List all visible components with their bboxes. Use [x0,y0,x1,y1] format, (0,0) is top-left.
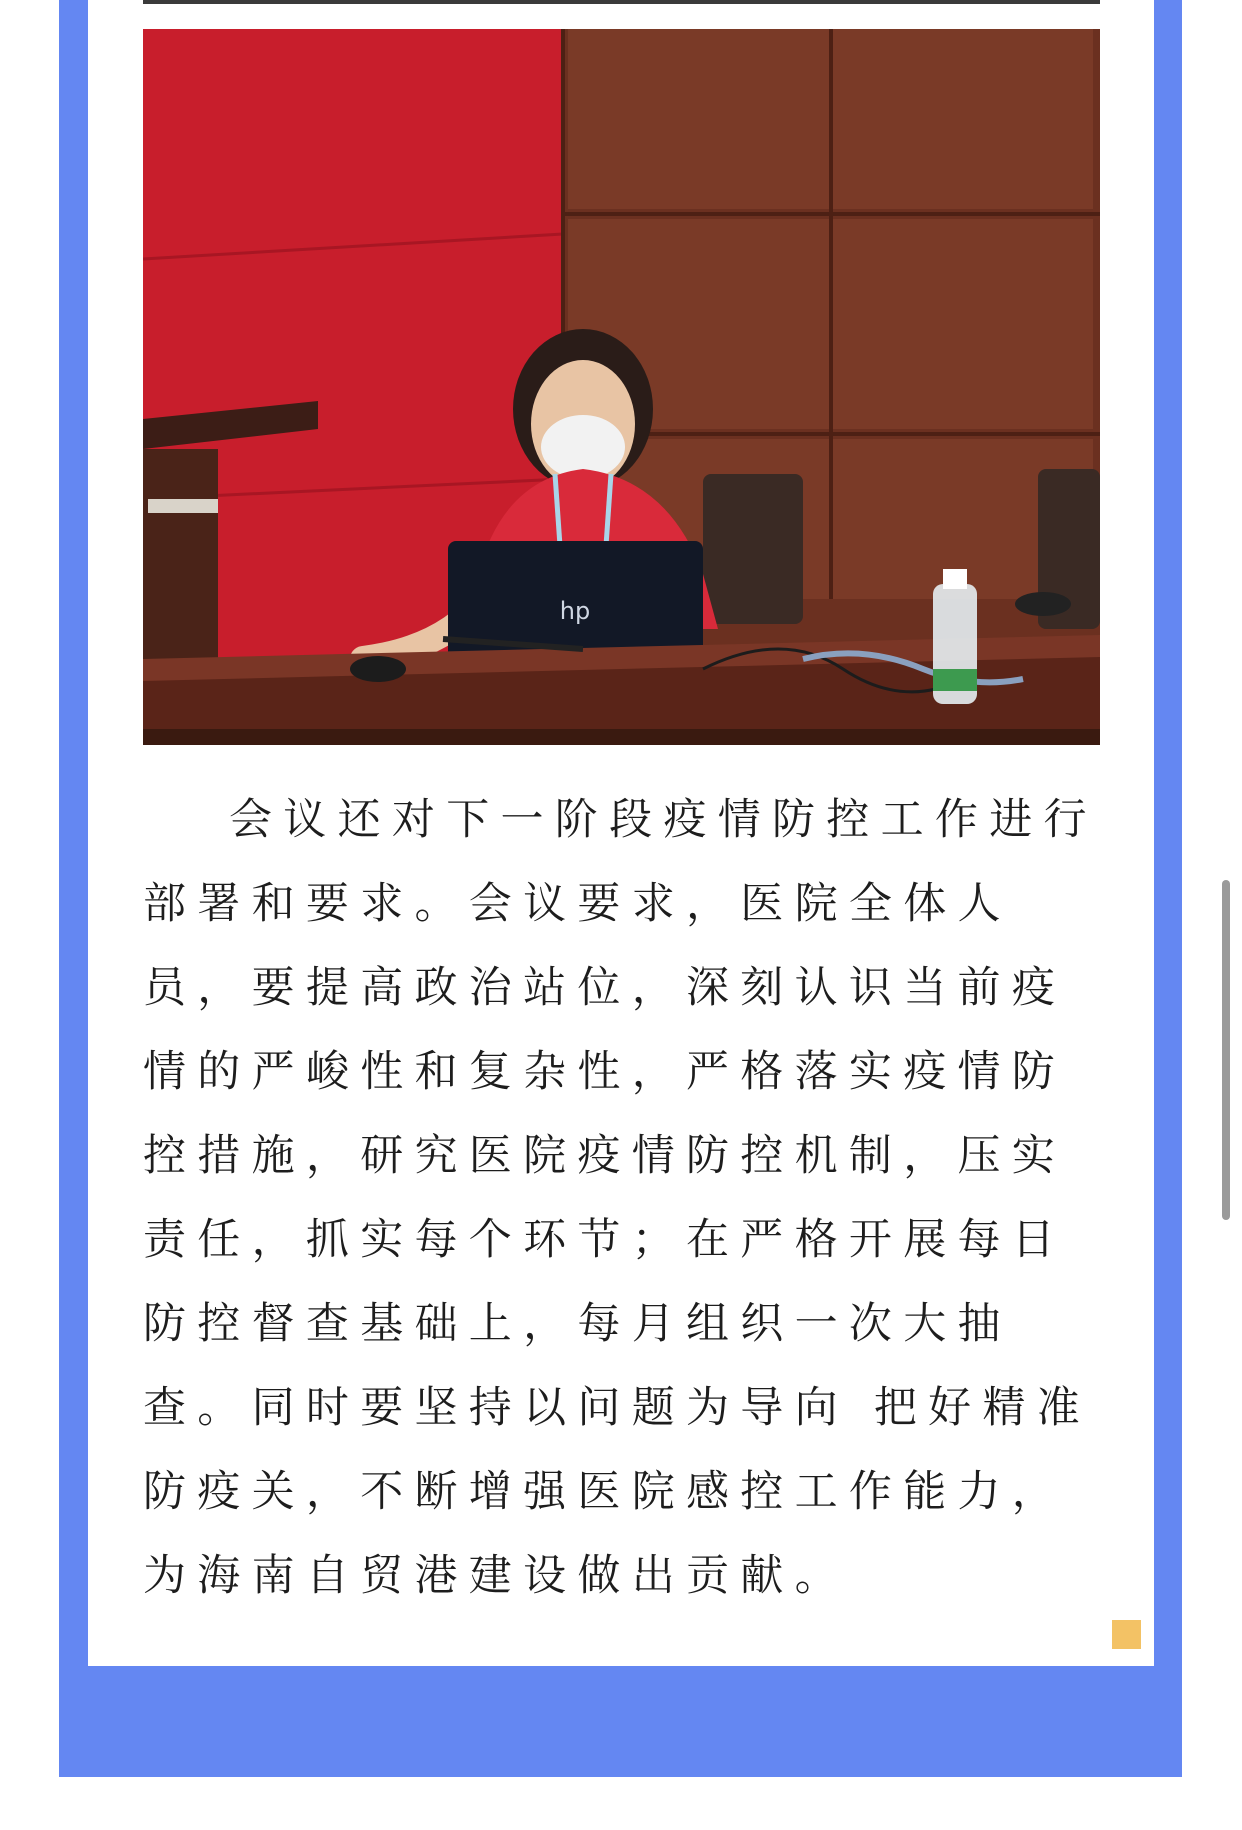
article-paragraph: 会议还对下一阶段疫情防控工作进行部署和要求。会议要求，医院全体人员，要提高政治站位，深刻认识当前疫情的严峻性和复杂性，严格落实疫情防控措施，研究医院疫情防控机制，压实责任，抓实每个环节；在严格开展每日防控督查基础上，每月组织一次大抽查。同时要坚持以问题为导向 把好精准防疫关，不断增强医院感控工作能力，为海南自贸港建设做出贡献。 [143,795,1098,1601]
meeting-photo [143,29,1100,745]
article-body [143,778,1101,1618]
previous-image-edge [143,0,1100,4]
svg-text:hp: hp [559,597,591,625]
scrollbar[interactable] [1222,880,1230,1220]
accent-square [1112,1620,1141,1649]
